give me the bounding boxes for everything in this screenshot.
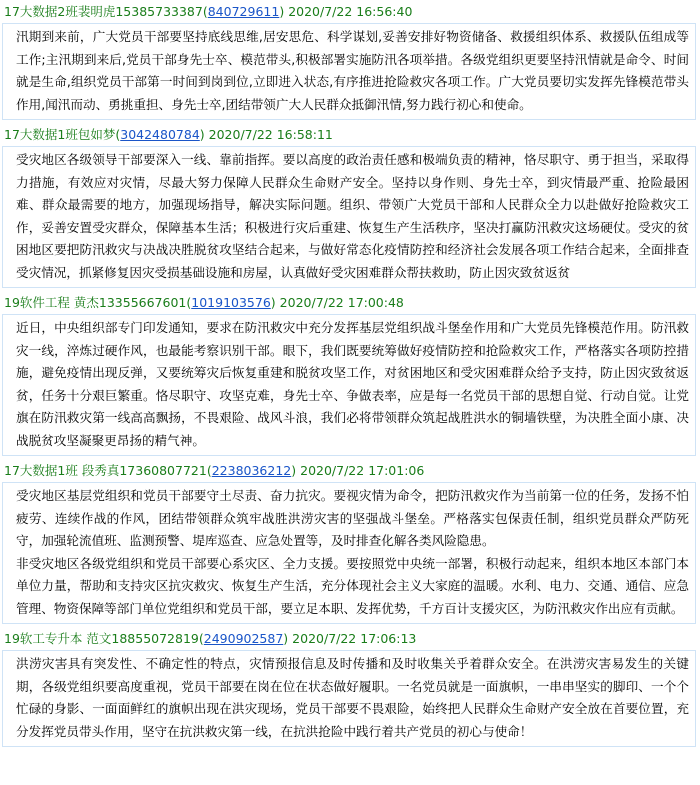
sender-phone: 15385733387 — [115, 4, 203, 19]
message-header: 17大数据1班 段秀真17360807721(2238036212) 2020/7/22 17:01:06 — [4, 463, 425, 478]
chat-message — [2, 123, 696, 288]
message-body — [2, 23, 696, 120]
sender-name: 17大数据1班包如梦 — [4, 127, 116, 142]
sender-qq-link[interactable]: 840729611 — [207, 4, 280, 19]
sender-phone: 13355667601 — [98, 295, 187, 310]
sender-name: 17大数据1班 段秀真 — [4, 463, 120, 478]
message-time: 2020/7/22 17:01:06 — [300, 463, 425, 478]
message-paragraph: 汛期到来前，广大党员干部要坚持底线思维,居安思危、科学谋划,妥善安排好物资储备、救援组织体系、救援队伍组成等工作;主汛期到来后,党员干部身先士卒、模范带头,积极部署实施防汛各项举措。各级党组织更要坚持汛情就是命令、时间就是生命,组织党员干部第一时间到岗到位,立即进入状态,有序推进抢险救灾各项工作。广大党员要切实发挥先锋模范带头作用,闻汛而动、勇挑重担、身先士卒,团结带领广大人民群众抵御汛情,努力践行初心和使命。 — [16, 29, 689, 112]
sender-name: 19软件工程 黄杰 — [4, 295, 99, 310]
message-paragraph: 洪涝灾害具有突发性、不确定性的特点，灾情预报信息及时传播和及时收集关乎着群众安全。在洪涝灾害易发生的关键期，各级党组织要高度重视，党员干部要在岗在位在状态做好履职。一名党员就是一面旗帜，一串串坚实的脚印、一个个忙碌的身影、一面面鲜红的旗帜出现在洪灾现场，党员干部要不畏艰险，始终把人民群众生命财产安全放在首要位置，充分发挥党员带头作用，坚守在抗洪救灾第一线，在抗洪抢险中践行着共产党员的初心与使命！ — [16, 656, 689, 739]
sender-name: 19软工专升本 范文 — [4, 631, 112, 646]
message-header: 19软件工程 黄杰13355667601(1019103576) 2020/7/22 17:00:48 — [4, 295, 404, 310]
chat-message — [2, 0, 696, 120]
message-paragraph: 受灾地区基层党组织和党员干部要守土尽责、奋力抗灾。要视灾情为命令，把防汛救灾作为当前第一位的任务，发扬不怕疲劳、连续作战的作风，团结带领群众筑牢战胜洪涝灾害的坚强战斗堡垒。严格落实包保责任制，组织党员群众严防死守，加强轮流值班、监测预警、堤库巡查、应急处置等，及时排查化解各类风险隐患。 — [16, 488, 689, 548]
message-paragraph: 受灾地区各级领导干部要深入一线、靠前指挥。要以高度的政治责任感和极端负责的精神，恪尽职守、勇于担当，采取得力措施，有效应对灾情，尽最大努力保障人民群众生命财产安全。坚持以身作则、身先士卒，到灾情最严重、抢险最困难、群众最需要的地方，加强现场指导，解决实际问题。组织、带领广大党员干部和人民群众全力以赴做好抢险救灾工作，妥善安置受灾群众，保障基本生活；积极进行灾后重建、恢复生产生活秩序，坚决打赢防汛救灾这场硬仗。受灾的贫困地区要把防汛救灾与决战决胜脱贫攻坚结合起来，与做好常态化疫情防控和经济社会发展各项工作结合起来，全面排查受灾情况，抓紧修复因灾受损基础设施和房屋，认真做好受灾困难群众帮扶救助，防止因灾致贫返贫 — [16, 152, 689, 280]
chat-message — [2, 459, 696, 624]
message-paragraph: 近日，中央组织部专门印发通知，要求在防汛救灾中充分发挥基层党组织战斗堡垒作用和广大党员先锋模范作用。防汛救灾一线，淬炼过硬作风，也最能考察识别干部。眼下，我们既要统筹做好疫情防控和抢险救灾工作，严格落实各项防控措施，避免疫情出现反弹，又要统筹灾后恢复重建和脱贫攻坚工作，对贫困地区和受灾困难群众给予支持，防止因灾致贫返贫，任务十分艰巨繁重。恪尽职守、攻坚克难，身先士卒、争做表率，应是每一名党员干部的思想自觉、行动自觉。让党旗在防汛救灾第一线高高飘扬，不畏艰险、战风斗浪，我们必将带领群众筑起战胜洪水的铜墙铁壁，为决胜全面小康、决战脱贫攻坚凝聚更昂扬的精气神。 — [16, 320, 689, 448]
chat-message — [2, 627, 696, 747]
chat-message — [2, 291, 696, 456]
sender-phone: 17360807721 — [119, 463, 207, 478]
message-header: 17大数据1班包如梦(3042480784) 2020/7/22 16:58:11 — [4, 127, 333, 142]
message-body — [2, 482, 696, 624]
sender-phone: 18855072819 — [111, 631, 199, 646]
message-body — [2, 146, 696, 288]
sender-name: 17大数据2班裴明虎 — [4, 4, 116, 19]
message-header: 19软工专升本 范文18855072819(2490902587) 2020/7/22 17:06:13 — [4, 631, 417, 646]
message-time: 2020/7/22 17:06:13 — [292, 631, 417, 646]
message-time: 2020/7/22 17:00:48 — [279, 295, 404, 310]
sender-qq-link[interactable]: 3042480784 — [120, 127, 200, 142]
sender-qq-link[interactable]: 2238036212 — [211, 463, 292, 478]
message-body — [2, 650, 696, 747]
sender-qq-link[interactable]: 1019103576 — [191, 295, 271, 310]
sender-qq-link[interactable]: 2490902587 — [203, 631, 284, 646]
message-paragraph: 非受灾地区各级党组织和党员干部要心系灾区、全力支援。要按照党中央统一部署，积极行动起来，组织本地区本部门本单位力量，帮助和支持灾区抗灾救灾、恢复生产生活，充分体现社会主义大家庭的温暖。水利、电力、交通、通信、应急管理、物资保障等部门单位党组织和党员干部，要立足本职、发挥优势，千方百计支援灾区，为防汛救灾作出应有贡献。 — [16, 555, 689, 616]
message-header: 17大数据2班裴明虎15385733387(840729611) 2020/7/22 16:56:40 — [4, 4, 413, 19]
message-time: 2020/7/22 16:58:11 — [208, 127, 333, 142]
message-time: 2020/7/22 16:56:40 — [288, 4, 413, 19]
message-body — [2, 314, 696, 456]
